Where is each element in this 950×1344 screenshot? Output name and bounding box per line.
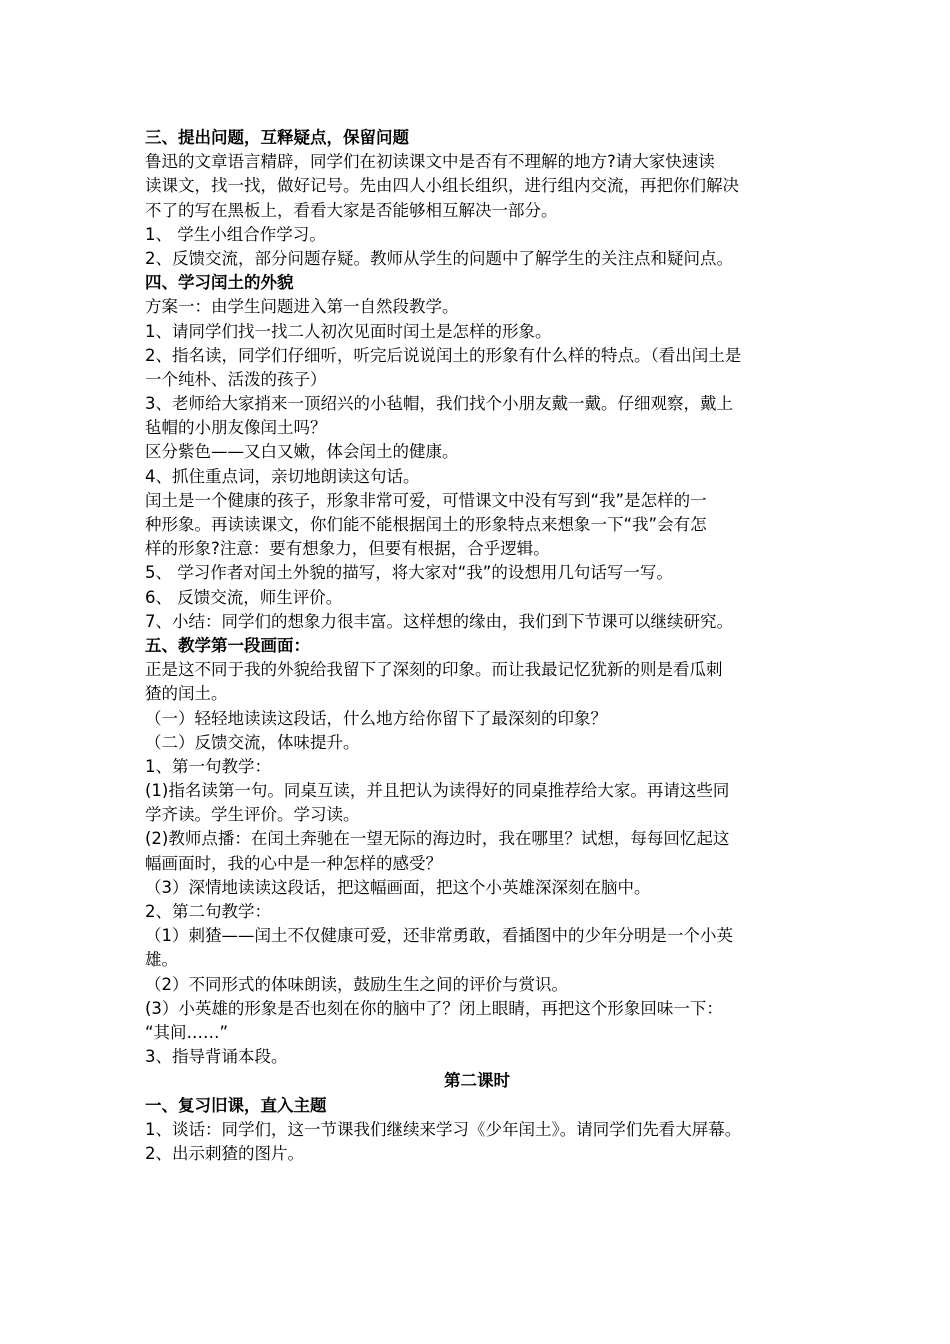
text-line: 2、出示刺猹的图片。 — [145, 1143, 304, 1163]
text-line: 5、 学习作者对闰土外貌的描写，将大家对“我”的设想用几句话写一写。 — [145, 563, 673, 583]
text-line: 闰土是一个健康的孩子，形象非常可爱，可惜课文中没有写到“我”是怎样的一 — [145, 490, 707, 510]
section-heading: 一、复习旧课，直入主题 — [145, 1095, 327, 1115]
text-line: （一）轻轻地读读这段话，什么地方给你留下了最深刻的印象？ — [145, 708, 607, 728]
text-line: (3）小英雄的形象是否也刻在你的脑中了？闭上眼睛，再把这个形象回味一下： — [145, 998, 723, 1018]
text-line: 1、 学生小组合作学习。 — [145, 224, 326, 244]
text-line: 区分紫色——又白又嫩，体会闰土的健康。 — [145, 442, 459, 462]
text-line: 鲁迅的文章语言精辟，同学们在初读课文中是否有不理解的地方?请大家快速读 — [145, 152, 715, 172]
text-line: 猹的闰土。 — [145, 684, 228, 704]
text-line: 正是这不同于我的外貌给我留下了深刻的印象。而让我最记忆犹新的则是看瓜刺 — [145, 660, 723, 680]
section-heading: 四、学习闰土的外貌 — [145, 273, 294, 293]
text-line: 6、 反馈交流，师生评价。 — [145, 587, 343, 607]
text-line: 样的形象?注意：要有想象力，但要有根据，合乎逻辑。 — [145, 539, 550, 559]
section-heading: 五、教学第一段画面： — [145, 635, 310, 655]
text-line: 2、反馈交流，部分问题存疑。教师从学生的问题中了解学生的关注点和疑问点。 — [145, 248, 733, 268]
text-line: 2、指名读，同学们仔细听，听完后说说闰土的形象有什么样的特点。（看出闰土是 — [145, 345, 742, 365]
text-line: 不了的写在黑板上，看看大家是否能够相互解决一部分。 — [145, 200, 558, 220]
text-line: 幅画面时，我的心中是一种怎样的感受？ — [145, 853, 442, 873]
text-line: 3、老师给大家捎来一顶绍兴的小毡帽，我们找个小朋友戴一戴。仔细观察，戴上 — [145, 394, 733, 414]
text-line: 7、小结：同学们的想象力很丰富。这样想的缘由，我们到下节课可以继续研究。 — [145, 611, 733, 631]
text-line: 方案一：由学生问题进入第一自然段教学。 — [145, 297, 459, 317]
text-line: 3、指导背诵本段。 — [145, 1047, 288, 1067]
text-line: “其间……” — [145, 1022, 229, 1042]
text-line: （2）不同形式的体味朗读，鼓励生生之间的评价与赏识。 — [145, 974, 568, 994]
text-line: 4、抓住重点词，亲切地朗读这句话。 — [145, 466, 420, 486]
text-line: 雄。 — [145, 950, 178, 970]
text-line: 1、第一句教学： — [145, 756, 271, 776]
text-line: 1、请同学们找一找二人初次见面时闰土是怎样的形象。 — [145, 321, 552, 341]
text-line: 一个纯朴、活泼的孩子） — [145, 369, 327, 389]
text-line: (2)教师点播：在闰土奔驰在一望无际的海边时，我在哪里？试想，每每回忆起这 — [145, 829, 730, 849]
text-line: （1）刺猹——闰土不仅健康可爱，还非常勇敢，看插图中的少年分明是一个小英 — [145, 926, 733, 946]
text-line: （3）深情地读读这段话，把这幅画面，把这个小英雄深深刻在脑中。 — [145, 877, 651, 897]
document-page — [145, 126, 809, 1166]
text-line: 种形象。再读读课文，你们能不能根据闰土的形象特点来想象一下“我”会有怎 — [145, 515, 707, 534]
section-heading: 三、提出问题，互释疑点，保留问题 — [145, 128, 409, 147]
text-line: (1)指名读第一句。同桌互读，并且把认为读得好的同桌推荐给大家。再请这些同 — [145, 781, 730, 801]
text-line: 毡帽的小朋友像闰土吗？ — [145, 418, 327, 438]
text-line: 学齐读。学生评价。学习读。 — [145, 805, 360, 825]
text-line: 读课文，找一找，做好记号。先由四人小组长组织，进行组内交流，再把你们解决 — [145, 176, 739, 196]
text-line: （二）反馈交流，体味提升。 — [145, 732, 360, 752]
text-line: 1、谈话：同学们，这一节课我们继续来学习《少年闰土》。请同学们先看大屏幕。 — [145, 1119, 742, 1139]
section-heading: 第二课时 — [444, 1071, 510, 1091]
text-line: 2、第二句教学： — [145, 902, 271, 921]
